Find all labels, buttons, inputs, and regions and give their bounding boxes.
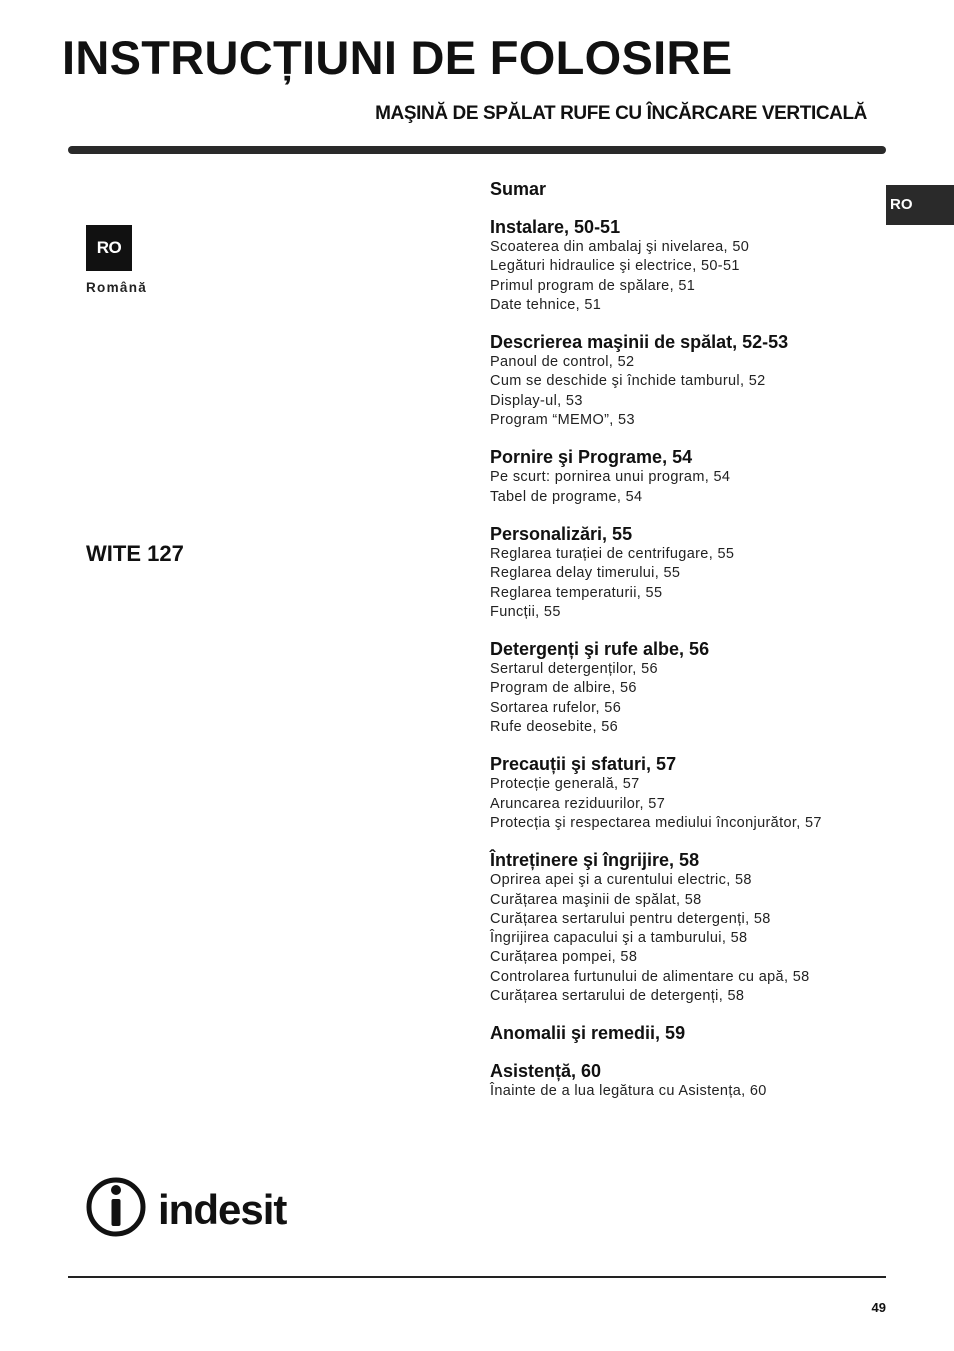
bottom-divider — [68, 1276, 886, 1278]
toc-item: Îngrijirea capacului şi a tamburului, 58 — [490, 930, 748, 947]
toc-heading: Pornire şi Programe, 54 — [490, 447, 693, 468]
toc-title: Sumar — [490, 179, 547, 199]
toc-item: Protecția şi respectarea mediului înconjurător, 57 — [490, 814, 822, 831]
page-number: 49 — [871, 1300, 886, 1315]
toc-section — [490, 447, 890, 507]
toc-item: Curățarea pompei, 58 — [490, 949, 638, 966]
toc-item: Curățarea sertarului de detergenți, 58 — [490, 988, 745, 1005]
toc-section — [490, 754, 890, 833]
top-divider — [68, 146, 886, 154]
toc-heading: Detergenți şi rufe albe, 56 — [490, 639, 710, 660]
model-name: WITE 127 — [86, 541, 184, 566]
toc-sections — [490, 217, 890, 1102]
toc-item: Reglarea delay timerului, 55 — [490, 565, 681, 582]
toc-heading: Anomalii şi remedii, 59 — [490, 1023, 686, 1044]
toc-heading: Precauții şi sfaturi, 57 — [490, 754, 677, 775]
toc-item: Program de albire, 56 — [490, 680, 637, 697]
toc-heading: Instalare, 50-51 — [490, 217, 621, 237]
toc-item: Program “MEMO”, 53 — [490, 412, 635, 429]
toc-item: Înainte de a lua legătura cu Asistența, 60 — [490, 1083, 767, 1100]
toc-item: Scoaterea din ambalaj şi nivelarea, 50 — [490, 239, 750, 255]
toc-section — [490, 524, 890, 622]
language-name: Română — [86, 280, 148, 295]
toc-item: Oprirea apei şi a curentului electric, 58 — [490, 872, 752, 889]
toc-item: Date tehnice, 51 — [490, 296, 602, 313]
toc-item: Panoul de control, 52 — [490, 354, 635, 371]
toc-item: Protecție generală, 57 — [490, 776, 640, 793]
toc-item: Display-ul, 53 — [490, 392, 583, 409]
toc-heading: Întreținere şi îngrijire, 58 — [490, 850, 700, 871]
toc-section — [490, 217, 890, 315]
toc-item: Reglarea turației de centrifugare, 55 — [490, 545, 735, 562]
toc-heading: Descrierea maşinii de spălat, 52-53 — [490, 332, 789, 353]
toc-section — [490, 332, 890, 430]
table-of-contents — [490, 178, 890, 1119]
toc-heading: Asistență, 60 — [490, 1061, 602, 1082]
toc-item: Sortarea rufelor, 56 — [490, 699, 622, 716]
toc-section — [490, 850, 890, 1006]
toc-section — [490, 639, 890, 737]
toc-item: Pe scurt: pornirea unui program, 54 — [490, 469, 731, 486]
toc-item: Rufe deosebite, 56 — [490, 719, 619, 736]
toc-item: Curățarea maşinii de spălat, 58 — [490, 891, 702, 908]
page-subtitle: MAŞINĂ DE SPĂLAT RUFE CU ÎNCĂRCARE VERTICALĂ — [375, 103, 867, 124]
toc-item: Tabel de programe, 54 — [490, 488, 643, 505]
page-title: INSTRUCȚIUNI DE FOLOSIRE — [62, 31, 733, 84]
toc-section — [490, 1023, 890, 1044]
toc-item: Primul program de spălare, 51 — [490, 277, 696, 294]
toc-item: Cum se deschide şi închide tamburul, 52 — [490, 373, 766, 390]
toc-item: Controlarea furtunului de alimentare cu apă, 58 — [490, 968, 810, 985]
brand-name: indesit — [158, 1186, 287, 1233]
toc-item: Legături hidraulice şi electrice, 50-51 — [490, 258, 740, 275]
toc-item: Sertarul detergenților, 56 — [490, 661, 658, 678]
toc-item: Reglarea temperaturii, 55 — [490, 584, 663, 601]
indesit-logo-icon — [86, 1174, 316, 1238]
language-side-tab: RO — [886, 185, 954, 225]
toc-section — [490, 1061, 890, 1101]
language-badge: RO — [86, 225, 132, 271]
toc-item: Funcții, 55 — [490, 603, 561, 620]
toc-item: Curățarea sertarului pentru detergenți, 58 — [490, 910, 771, 927]
brand-logo — [86, 1174, 316, 1243]
toc-item: Aruncarea reziduurilor, 57 — [490, 795, 666, 812]
toc-heading: Personalizări, 55 — [490, 523, 633, 544]
